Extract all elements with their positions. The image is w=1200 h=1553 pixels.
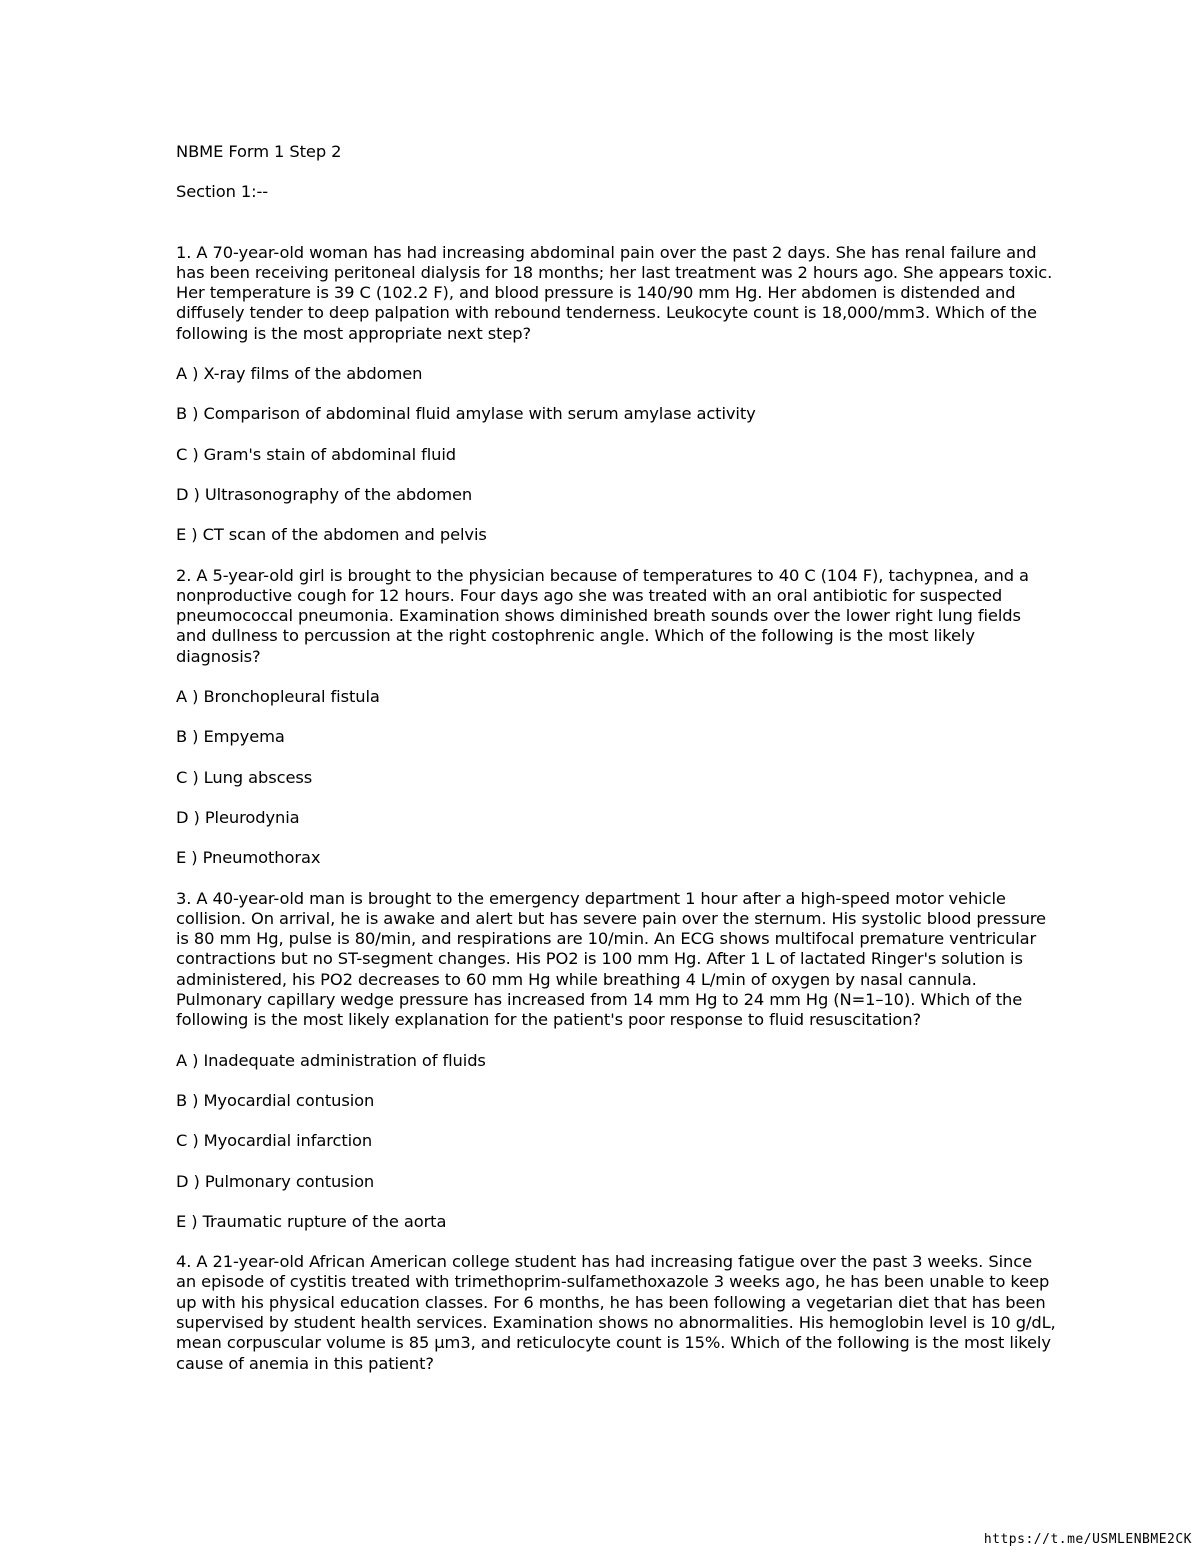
answer-option: D ) Pulmonary contusion	[176, 1171, 375, 1191]
question-stem: 2. A 5-year-old girl is brought to the physician because of temperatures to 40 C (104 F), tachypnea, and a nonproductive cough for 12 hours. Four days ago she was treated with an oral antibiotic for suspected pneumococcal pneumonia. Examination shows diminished breath sounds over the lower right lung fields and dullness to percussion at the right costophrenic angle. Which of the following is the most likely diagnosis?	[176, 565, 1029, 666]
answer-option: C ) Lung abscess	[176, 767, 313, 787]
answer-option: B ) Myocardial contusion	[176, 1090, 375, 1110]
footer-link[interactable]: https://t.me/USMLENBME2CK	[983, 1532, 1192, 1547]
question-1	[176, 243, 1056, 546]
answer-option: D ) Ultrasonography of the abdomen	[176, 484, 473, 504]
document-page	[176, 142, 1056, 1394]
answer-option: A ) Inadequate administration of fluids	[176, 1050, 486, 1070]
question-stem: 4. A 21-year-old African American college student has had increasing fatigue over the past 3 weeks. Since an episode of cystitis treated with trimethoprim-sulfamethoxazole 3 weeks ago, he has been unable to keep up with his physical education classes. For 6 months, he has been following a vegetarian diet that has been supervised by student health services. Examination shows no abnormalities. His hemoglobin level is 10 g/dL, mean corpuscular volume is 85 μm3, and reticulocyte count is 15%. Which of the following is the most likely cause of anemia in this patient?	[176, 1252, 1056, 1373]
answer-option: B ) Comparison of abdominal fluid amylase with serum amylase activity	[176, 404, 756, 424]
question-stem: 1. A 70-year-old woman has had increasing abdominal pain over the past 2 days. She has renal failure and has been receiving peritoneal dialysis for 18 months; her last treatment was 2 hours ago. She appears toxic. Her temperature is 39 C (102.2 F), and blood pressure is 140/90 mm Hg. Her abdomen is distended and diffusely tender to deep palpation with rebound tenderness. Leukocyte count is 18,000/mm3. Which of the following is the most appropriate next step?	[176, 242, 1053, 343]
answer-option: C ) Gram's stain of abdominal fluid	[176, 444, 456, 464]
section-heading: Section 1:--	[176, 182, 269, 202]
document-title: NBME Form 1 Step 2	[176, 142, 342, 161]
answer-option: E ) Traumatic rupture of the aorta	[176, 1211, 447, 1231]
question-2	[176, 566, 1056, 869]
answer-option: B ) Empyema	[176, 727, 285, 747]
question-4	[176, 1252, 1056, 1374]
answer-option: A ) Bronchopleural fistula	[176, 687, 380, 707]
answer-option: C ) Myocardial infarction	[176, 1131, 373, 1151]
answer-option: E ) Pneumothorax	[176, 848, 321, 868]
answer-option: D ) Pleurodynia	[176, 807, 300, 827]
answer-option: E ) CT scan of the abdomen and pelvis	[176, 525, 487, 545]
question-stem: 3. A 40-year-old man is brought to the emergency department 1 hour after a high-speed motor vehicle collision. On arrival, he is awake and alert but has severe pain over the sternum. His systolic blood pressure is 80 mm Hg, pulse is 80/min, and respirations are 10/min. An ECG shows multifocal premature ventricular contractions but no ST-segment changes. His PO2 is 100 mm Hg. After 1 L of lactated Ringer's solution is administered, his PO2 decreases to 60 mm Hg while breathing 4 L/min of oxygen by nasal cannula. Pulmonary capillary wedge pressure has increased from 14 mm Hg to 24 mm Hg (N=1–10). Which of the following is the most likely explanation for the patient's poor response to fluid resuscitation?	[176, 888, 1046, 1030]
answer-option: A ) X-ray films of the abdomen	[176, 364, 423, 384]
question-3	[176, 889, 1056, 1233]
